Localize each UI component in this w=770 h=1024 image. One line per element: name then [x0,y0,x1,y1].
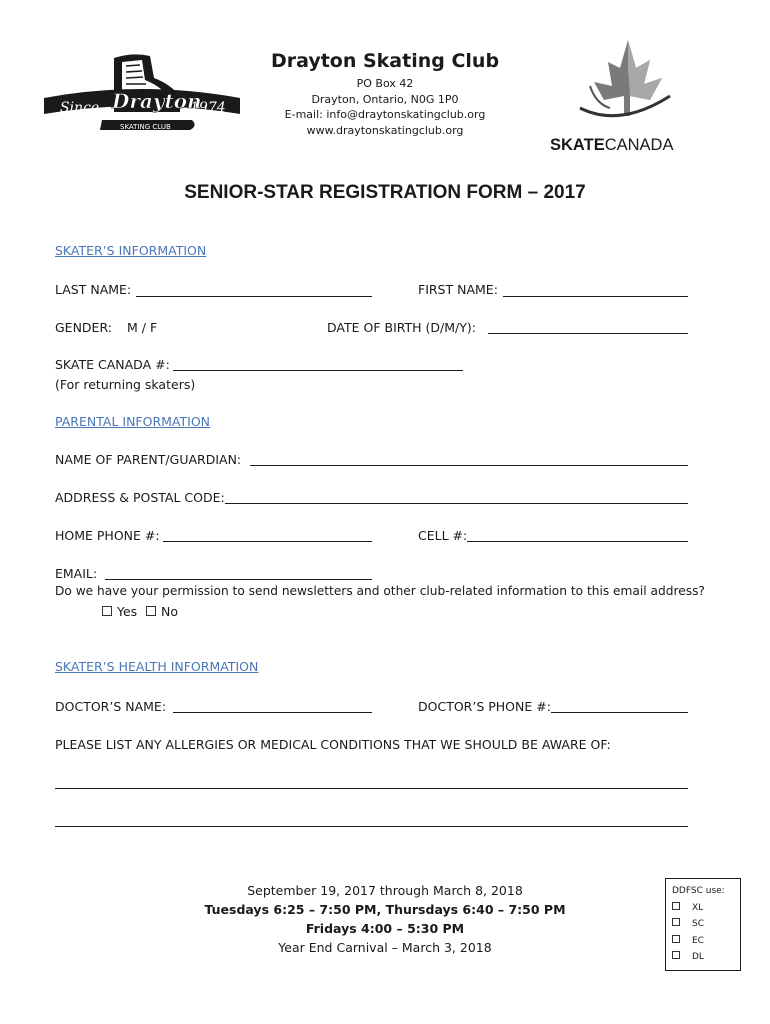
cell-label: CELL #: [418,528,468,543]
doctor-phone-label: DOCTOR’S PHONE #: [418,699,551,714]
home-phone-label: HOME PHONE #: [55,528,160,543]
logo-brand-text: Drayton [112,89,202,113]
permission-question: Do we have your permission to send newsletters and other club-related information to this email address? [55,584,705,598]
gender-label: GENDER: [55,320,112,335]
doctor-name-label: DOCTOR’S NAME: [55,699,167,714]
allergies-field-line-2[interactable] [55,826,688,827]
office-use-box [665,878,741,971]
checkbox-dl [672,951,680,959]
logo-canada-text: CANADA [604,136,674,154]
allergies-label: PLEASE LIST ANY ALLERGIES OR MEDICAL CONDITIONS THAT WE SHOULD BE AWARE OF: [55,737,611,752]
address-label: ADDRESS & POSTAL CODE: [55,490,225,505]
gender-options[interactable]: M / F [127,320,158,335]
schedule-fri: Fridays 4:00 – 5:30 PM [305,921,465,936]
form-title: SENIOR-STAR REGISTRATION FORM – 2017 [184,182,586,203]
drayton-logo [42,50,242,138]
doctor-phone-field[interactable] [551,712,688,713]
cell-field[interactable] [467,541,688,542]
first-name-label: FIRST NAME: [418,282,498,297]
schedule-dates: September 19, 2017 through March 8, 2018 [247,883,523,898]
parent-name-field[interactable] [250,465,688,466]
skate-canada-field[interactable] [173,370,463,371]
checkbox-sc [672,918,680,926]
logo-since-text: Since [60,100,100,116]
office-use-item[interactable]: XL [672,900,734,917]
last-name-label: LAST NAME: [55,282,132,297]
section-health-info: SKATER’S HEALTH INFORMATION [55,659,259,674]
schedule-carnival: Year End Carnival – March 3, 2018 [278,940,492,955]
logo-sub-text: SKATING CLUB [120,123,171,131]
skate-canada-label: SKATE CANADA #: [55,357,170,372]
schedule-block [200,881,570,957]
email-field[interactable] [105,579,372,580]
checkbox-no[interactable] [146,606,156,616]
returning-note: (For returning skaters) [55,377,196,392]
home-phone-field[interactable] [163,541,372,542]
dob-field[interactable] [488,333,688,334]
club-name: Drayton Skating Club [270,50,500,72]
section-skater-info: SKATER’S INFORMATION [55,243,207,258]
website-line: www.draytonskatingclub.org [306,123,464,137]
doctor-name-field[interactable] [173,712,372,713]
address-field[interactable] [225,503,688,504]
permission-yes[interactable]: Yes [102,604,137,619]
address-line: Drayton, Ontario, N0G 1P0 [311,92,459,106]
allergies-field-line-1[interactable] [55,788,688,789]
office-use-item[interactable]: SC [672,916,734,933]
email-label: EMAIL: [55,566,98,581]
dob-label: DATE OF BIRTH (D/M/Y): [327,320,476,335]
email-line: E-mail: info@draytonskatingclub.org [284,108,486,121]
checkbox-ec [672,935,680,943]
address-line: PO Box 42 [356,77,414,90]
skate-canada-logo [550,38,695,153]
club-address [260,76,510,138]
first-name-field[interactable] [503,296,688,297]
logo-skate-text: SKATE [550,136,605,154]
section-parental-info: PARENTAL INFORMATION [55,414,211,429]
checkbox-yes[interactable] [102,606,112,616]
office-use-title: DDFSC use: [672,886,725,896]
logo-year-text: 1974 [190,100,226,116]
office-use-item[interactable]: DL [672,949,734,966]
schedule-tue-thu: Tuesdays 6:25 – 7:50 PM, Thursdays 6:40 – 7:50 PM [204,902,566,917]
checkbox-xl [672,902,680,910]
last-name-field[interactable] [136,296,372,297]
permission-no[interactable]: No [146,604,178,619]
parent-name-label: NAME OF PARENT/GUARDIAN: [55,452,242,467]
club-header [260,50,510,138]
office-use-item[interactable]: EC [672,933,734,950]
